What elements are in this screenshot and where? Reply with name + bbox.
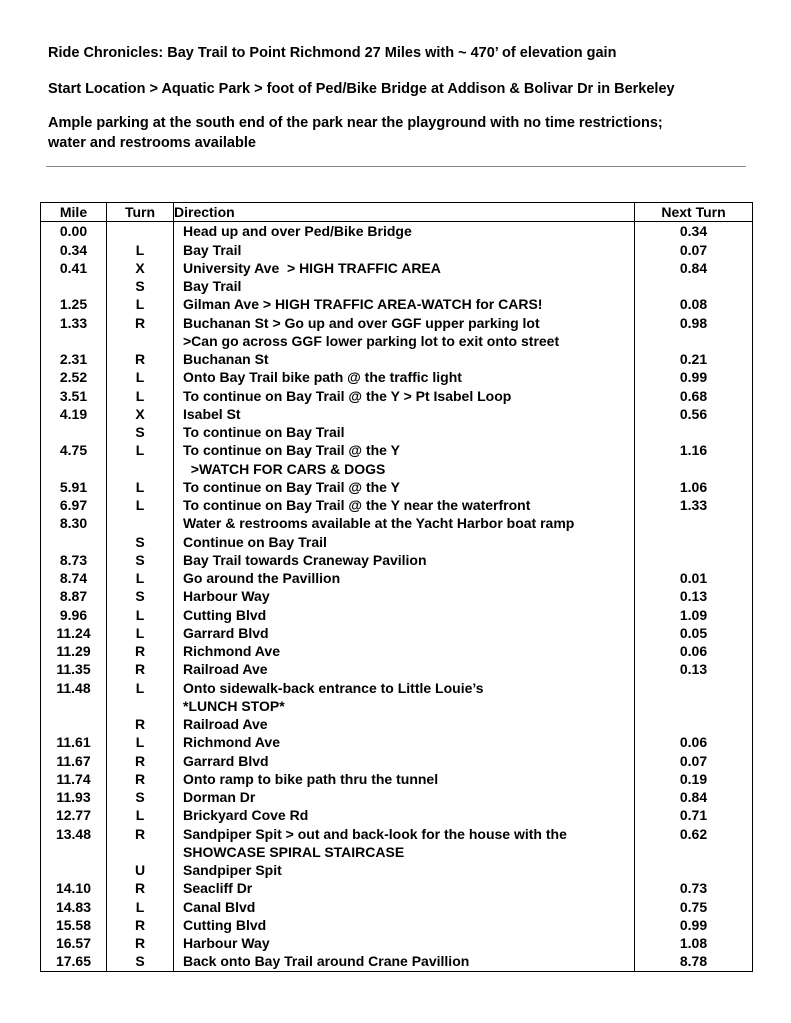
direction-line: Sandpiper Spit > out and back-look for the house with the <box>183 825 567 842</box>
cell-mile: 8.74 <box>41 569 107 587</box>
direction-line: Isabel St <box>183 405 241 422</box>
cell-mile: 2.31 <box>41 350 107 368</box>
direction-line: Railroad Ave <box>183 716 268 732</box>
cell-direction <box>174 624 635 642</box>
cell-next-turn: 0.21 <box>635 350 753 368</box>
table-row <box>41 642 753 660</box>
cell-turn: S <box>107 551 174 569</box>
direction-line: Cutting Blvd <box>183 606 267 623</box>
table-row <box>41 295 753 313</box>
table-row <box>41 733 753 751</box>
cell-turn: L <box>107 387 174 405</box>
cell-direction <box>174 715 635 733</box>
cell-mile: 3.51 <box>41 387 107 405</box>
cell-mile: 0.41 <box>41 259 107 277</box>
cell-turn: R <box>107 916 174 934</box>
cell-next-turn: 0.99 <box>635 916 753 934</box>
direction-line: To continue on Bay Trail @ the Y near the waterfront <box>183 497 531 513</box>
table-row <box>41 715 753 733</box>
direction-line: Bay Trail towards Craneway Pavilion <box>183 551 427 568</box>
cell-next-turn: 0.05 <box>635 624 753 642</box>
cell-direction <box>174 241 635 259</box>
table-row <box>41 770 753 788</box>
cell-next-turn: 0.73 <box>635 879 753 897</box>
cell-mile <box>41 423 107 441</box>
direction-line: Head up and over Ped/Bike Bridge <box>183 223 412 240</box>
cell-turn: S <box>107 788 174 806</box>
cell-turn: R <box>107 660 174 678</box>
direction-line: *LUNCH STOP* <box>183 697 285 714</box>
cell-next-turn: 1.08 <box>635 934 753 952</box>
cell-next-turn: 0.07 <box>635 752 753 770</box>
cell-next-turn <box>635 551 753 569</box>
cell-turn: L <box>107 441 174 478</box>
table-row <box>41 879 753 897</box>
cell-direction <box>174 350 635 368</box>
cell-next-turn: 0.08 <box>635 295 753 313</box>
cell-mile: 5.91 <box>41 478 107 496</box>
table-row <box>41 825 753 862</box>
cell-turn: U <box>107 861 174 879</box>
cell-next-turn: 0.68 <box>635 387 753 405</box>
cell-direction <box>174 898 635 916</box>
cell-next-turn: 0.84 <box>635 788 753 806</box>
cell-next-turn: 1.09 <box>635 606 753 624</box>
cue-table <box>40 202 753 972</box>
cue-table-header-row <box>41 203 753 222</box>
direction-line: Onto Bay Trail bike path @ the traffic light <box>183 369 462 386</box>
cell-turn: R <box>107 642 174 660</box>
table-row <box>41 752 753 770</box>
cell-direction <box>174 295 635 313</box>
ride-title: Ride Chronicles: Bay Trail to Point Richmond 27 Miles with ~ 470’ of elevation gain <box>48 45 617 61</box>
cell-mile: 11.29 <box>41 642 107 660</box>
cell-turn: S <box>107 423 174 441</box>
cell-direction <box>174 533 635 551</box>
cell-turn: R <box>107 770 174 788</box>
header-divider <box>46 166 746 167</box>
cell-mile: 0.00 <box>41 222 107 241</box>
cell-next-turn <box>635 861 753 879</box>
direction-line: Cutting Blvd <box>183 916 267 933</box>
direction-line: Onto ramp to bike path thru the tunnel <box>183 770 439 787</box>
column-header-next-turn: Next Turn <box>635 203 753 222</box>
direction-line: Richmond Ave <box>183 734 280 751</box>
cell-direction <box>174 222 635 241</box>
cell-turn <box>107 514 174 532</box>
direction-line: Richmond Ave <box>183 643 280 659</box>
cell-mile: 17.65 <box>41 952 107 971</box>
cell-direction <box>174 478 635 496</box>
cell-turn: L <box>107 606 174 624</box>
direction-line: Harbour Way <box>183 935 270 951</box>
table-row <box>41 259 753 277</box>
cell-mile: 11.35 <box>41 660 107 678</box>
cell-turn: L <box>107 806 174 824</box>
direction-line: Seacliff Dr <box>183 880 253 897</box>
table-row <box>41 551 753 569</box>
direction-line: Harbour Way <box>183 588 270 605</box>
cell-next-turn: 0.34 <box>635 222 753 241</box>
cell-direction <box>174 368 635 386</box>
cell-mile: 11.67 <box>41 752 107 770</box>
cell-turn: L <box>107 368 174 386</box>
parking-note-line-1: Ample parking at the south end of the park near the playground with no time restrictions; <box>48 115 663 131</box>
cell-turn: L <box>107 569 174 587</box>
direction-line: >Can go across GGF lower parking lot to exit onto street <box>183 332 560 349</box>
cell-turn: L <box>107 478 174 496</box>
cell-direction <box>174 277 635 295</box>
cell-turn: R <box>107 752 174 770</box>
cell-turn: R <box>107 314 174 351</box>
cell-direction <box>174 952 635 971</box>
cell-next-turn: 0.13 <box>635 587 753 605</box>
cell-direction <box>174 752 635 770</box>
cell-next-turn: 0.84 <box>635 259 753 277</box>
cell-direction <box>174 423 635 441</box>
cell-direction <box>174 642 635 660</box>
cell-direction <box>174 916 635 934</box>
table-row <box>41 496 753 514</box>
table-row <box>41 587 753 605</box>
cell-direction <box>174 733 635 751</box>
cell-direction <box>174 387 635 405</box>
column-header-direction: Direction <box>174 203 635 222</box>
column-header-turn: Turn <box>107 203 174 222</box>
cell-next-turn: 0.01 <box>635 569 753 587</box>
table-row <box>41 569 753 587</box>
cell-turn: S <box>107 277 174 295</box>
cell-next-turn: 1.33 <box>635 496 753 514</box>
cell-direction <box>174 496 635 514</box>
direction-line: Onto sidewalk-back entrance to Little Louie’s <box>183 679 484 696</box>
table-row <box>41 788 753 806</box>
cell-turn: L <box>107 241 174 259</box>
direction-line: Gilman Ave > HIGH TRAFFIC AREA-WATCH for CARS! <box>183 296 543 313</box>
parking-note-line-2: water and restrooms available <box>48 135 256 151</box>
cell-direction <box>174 879 635 897</box>
direction-line: Bay Trail <box>183 241 242 258</box>
cell-direction <box>174 825 635 862</box>
table-row <box>41 533 753 551</box>
cell-direction <box>174 405 635 423</box>
table-row <box>41 478 753 496</box>
table-row <box>41 606 753 624</box>
direction-line: Dorman Dr <box>183 789 256 805</box>
cell-turn: R <box>107 934 174 952</box>
cell-mile: 0.34 <box>41 241 107 259</box>
cell-next-turn: 0.56 <box>635 405 753 423</box>
cell-direction <box>174 314 635 351</box>
direction-line: Railroad Ave <box>183 661 268 678</box>
cell-mile <box>41 533 107 551</box>
cell-direction <box>174 788 635 806</box>
cell-turn: S <box>107 587 174 605</box>
direction-line: Back onto Bay Trail around Crane Pavillion <box>183 953 470 970</box>
cell-direction <box>174 934 635 952</box>
direction-line: Continue on Bay Trail <box>183 533 327 550</box>
direction-line: Garrard Blvd <box>183 624 269 641</box>
cell-next-turn <box>635 715 753 733</box>
cell-mile <box>41 277 107 295</box>
cue-table-body <box>41 222 753 971</box>
direction-line: SHOWCASE SPIRAL STAIRCASE <box>183 843 405 860</box>
direction-line: To continue on Bay Trail <box>183 424 345 440</box>
cell-turn: L <box>107 496 174 514</box>
cell-direction <box>174 551 635 569</box>
cell-direction <box>174 660 635 678</box>
direction-line: Bay Trail <box>183 278 242 294</box>
cell-next-turn: 0.98 <box>635 314 753 351</box>
cell-direction <box>174 806 635 824</box>
cell-next-turn: 0.06 <box>635 642 753 660</box>
cell-next-turn: 0.06 <box>635 733 753 751</box>
cell-direction <box>174 569 635 587</box>
direction-line: To continue on Bay Trail @ the Y <box>183 478 400 495</box>
table-row <box>41 898 753 916</box>
direction-line: Canal Blvd <box>183 898 256 915</box>
table-row <box>41 624 753 642</box>
cell-turn: S <box>107 952 174 971</box>
cell-turn: L <box>107 679 174 716</box>
direction-line: Garrard Blvd <box>183 752 269 769</box>
cell-direction <box>174 514 635 532</box>
cell-mile: 9.96 <box>41 606 107 624</box>
cell-next-turn <box>635 423 753 441</box>
table-row <box>41 387 753 405</box>
cell-turn: X <box>107 259 174 277</box>
table-row <box>41 679 753 716</box>
cell-mile: 8.30 <box>41 514 107 532</box>
direction-line: To continue on Bay Trail @ the Y > Pt Isabel Loop <box>183 387 512 404</box>
table-row <box>41 660 753 678</box>
cell-next-turn: 8.78 <box>635 952 753 971</box>
cell-turn: R <box>107 715 174 733</box>
direction-line: Brickyard Cove Rd <box>183 807 309 824</box>
direction-line: Sandpiper Spit <box>183 862 282 878</box>
cell-next-turn: 0.75 <box>635 898 753 916</box>
cell-mile: 2.52 <box>41 368 107 386</box>
direction-line: Buchanan St > Go up and over GGF upper parking lot <box>183 314 540 331</box>
cell-next-turn: 1.06 <box>635 478 753 496</box>
direction-line: >WATCH FOR CARS & DOGS <box>183 460 386 477</box>
cell-mile: 8.87 <box>41 587 107 605</box>
cell-turn <box>107 222 174 241</box>
cell-mile: 14.83 <box>41 898 107 916</box>
cell-mile <box>41 861 107 879</box>
cell-mile: 11.24 <box>41 624 107 642</box>
table-row <box>41 514 753 532</box>
cell-next-turn <box>635 277 753 295</box>
cell-direction <box>174 259 635 277</box>
table-row <box>41 368 753 386</box>
cell-mile: 8.73 <box>41 551 107 569</box>
cell-direction <box>174 606 635 624</box>
direction-line: To continue on Bay Trail @ the Y <box>183 442 400 459</box>
table-row <box>41 441 753 478</box>
cell-turn: R <box>107 825 174 862</box>
cell-next-turn: 1.16 <box>635 441 753 478</box>
cell-turn: L <box>107 624 174 642</box>
start-location: Start Location > Aquatic Park > foot of Ped/Bike Bridge at Addison & Bolivar Dr in Berkeley <box>48 81 675 97</box>
cell-mile: 11.93 <box>41 788 107 806</box>
cell-turn: L <box>107 898 174 916</box>
direction-line: Water & restrooms available at the Yacht Harbor boat ramp <box>183 515 575 532</box>
cell-mile: 11.48 <box>41 679 107 716</box>
table-row <box>41 423 753 441</box>
table-row <box>41 934 753 952</box>
cell-mile: 1.33 <box>41 314 107 351</box>
cell-mile: 15.58 <box>41 916 107 934</box>
cell-mile: 12.77 <box>41 806 107 824</box>
cell-next-turn: 0.19 <box>635 770 753 788</box>
cell-next-turn <box>635 533 753 551</box>
table-row <box>41 241 753 259</box>
table-row <box>41 806 753 824</box>
cell-next-turn: 0.13 <box>635 660 753 678</box>
cell-mile: 14.10 <box>41 879 107 897</box>
cell-mile: 4.19 <box>41 405 107 423</box>
cell-direction <box>174 441 635 478</box>
table-row <box>41 861 753 879</box>
cell-mile <box>41 715 107 733</box>
table-row <box>41 916 753 934</box>
cell-direction <box>174 861 635 879</box>
cell-turn: S <box>107 533 174 551</box>
cell-next-turn: 0.07 <box>635 241 753 259</box>
cell-mile: 6.97 <box>41 496 107 514</box>
direction-line: Go around the Pavillion <box>183 570 341 586</box>
cell-mile: 13.48 <box>41 825 107 862</box>
cell-turn: L <box>107 295 174 313</box>
table-row <box>41 222 753 241</box>
table-row <box>41 405 753 423</box>
table-row <box>41 277 753 295</box>
cell-mile: 11.61 <box>41 733 107 751</box>
cell-turn: R <box>107 350 174 368</box>
table-row <box>41 314 753 351</box>
cell-direction <box>174 679 635 716</box>
cell-next-turn: 0.99 <box>635 368 753 386</box>
cell-mile: 11.74 <box>41 770 107 788</box>
cell-turn: R <box>107 879 174 897</box>
cell-next-turn <box>635 514 753 532</box>
cell-next-turn <box>635 679 753 716</box>
table-row <box>41 350 753 368</box>
cell-turn: X <box>107 405 174 423</box>
direction-line: University Ave > HIGH TRAFFIC AREA <box>183 259 441 276</box>
direction-line: Buchanan St <box>183 351 269 367</box>
cell-direction <box>174 587 635 605</box>
cell-mile: 1.25 <box>41 295 107 313</box>
cell-turn: L <box>107 733 174 751</box>
cell-mile: 4.75 <box>41 441 107 478</box>
cell-direction <box>174 770 635 788</box>
cell-next-turn: 0.62 <box>635 825 753 862</box>
cell-mile: 16.57 <box>41 934 107 952</box>
cell-next-turn: 0.71 <box>635 806 753 824</box>
column-header-mile: Mile <box>41 203 107 222</box>
table-row <box>41 952 753 971</box>
